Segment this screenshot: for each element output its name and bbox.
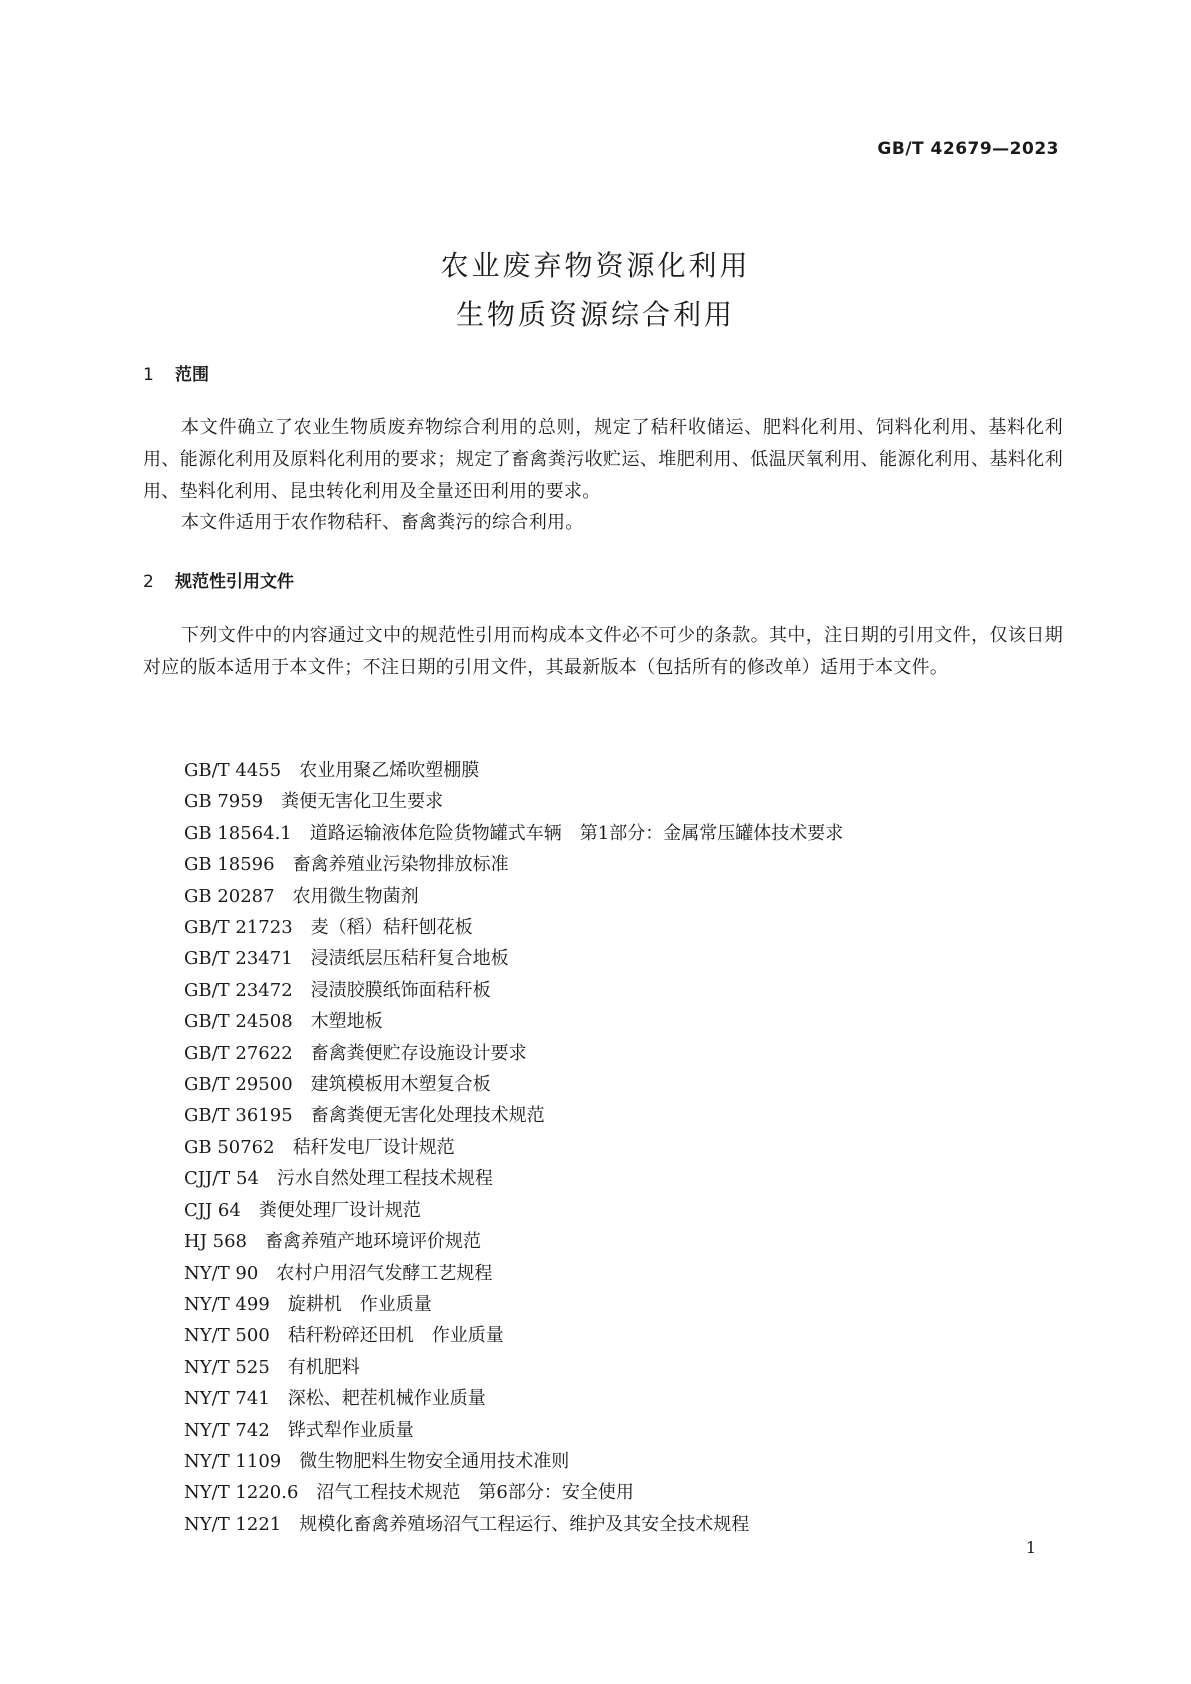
reference-item [184,1038,843,1069]
section-1-heading [143,360,209,385]
reference-title: 畜禽养殖业污染物排放标准 [292,854,509,876]
section-number: 1 [143,365,154,385]
reference-title: 木塑地板 [310,1011,383,1033]
reference-code: NY/T 525 [184,1356,270,1378]
reference-code: GB/T 4455 [184,760,282,781]
reference-title: 污水自然处理工程技术规程 [276,1168,493,1190]
reference-code: CJJ/T 54 [184,1168,259,1190]
reference-item [184,975,843,1006]
reference-item [184,1226,843,1257]
reference-item [184,1415,843,1446]
reference-title: 粪便处理厂设计规范 [258,1199,421,1221]
reference-code: GB/T 23471 [184,948,293,970]
reference-title: 粪便无害化卫生要求 [281,791,444,813]
reference-code: NY/T 1221 [184,1513,282,1535]
scope-paragraph-2: 本文件适用于农作物秸秆、畜禽粪污的综合利用。 [181,512,584,533]
reference-title: 畜禽粪便无害化处理技术规范 [310,1105,545,1127]
reference-item [184,1069,843,1100]
reference-item [184,786,843,817]
reference-item [184,1195,843,1226]
reference-item [184,1509,843,1540]
reference-code: NY/T 742 [184,1419,270,1441]
reference-code: GB 18596 [184,854,275,876]
section-title: 规范性引用文件 [175,572,294,592]
reference-item [184,1352,843,1383]
reference-item [184,1320,843,1351]
scope-paragraph-1: 本文件确立了农业生物质废弃物综合利用的总则，规定了秸秆收储运、肥料化利用、饲料化利用、基料化利用、能源化利用及原料化利用的要求；规定了畜禽粪污收贮运、堆肥利用、低温厌氧利用、能源化利用、基料化利用、垫料化利用、昆虫转化利用及全量还田利用的要求。 [143,417,1063,502]
reference-title: 秸秆发电厂设计规范 [292,1136,455,1158]
reference-code: GB/T 24508 [184,1011,293,1033]
reference-item [184,912,843,943]
reference-title: 畜禽养殖产地环境评价规范 [265,1231,481,1253]
reference-title: 深松、耙茬机械作业质量 [287,1388,486,1410]
reference-item [184,818,843,849]
reference-title: 道路运输液体危险货物罐式车辆 第1部分：金属常压罐体技术要求 [309,822,844,844]
reference-title: 农村户用沼气发酵工艺规程 [276,1262,493,1284]
reference-code: GB 20287 [184,885,275,907]
reference-code: GB/T 36195 [184,1105,293,1127]
references-intro: 下列文件中的内容通过文中的规范性引用而构成本文件必不可少的条款。其中，注日期的引用文件，仅该日期对应的版本适用于本文件；不注日期的引用文件，其最新版本（包括所有的修改单）适用于本文件。 [143,625,1063,678]
reference-title: 农用微生物菌剂 [292,885,419,907]
reference-item [184,1383,843,1414]
reference-code: GB 50762 [184,1136,275,1158]
reference-item [184,1100,843,1131]
reference-item [184,943,843,974]
reference-item [184,849,843,880]
reference-title: 铧式犁作业质量 [287,1419,414,1441]
reference-code: NY/T 499 [184,1293,270,1315]
reference-code: GB/T 23472 [184,979,293,1001]
reference-code: NY/T 741 [184,1388,270,1410]
title-line-1: 农业废弃物资源化利用 [440,249,751,282]
reference-title: 浸渍纸层压秸秆复合地板 [310,948,509,970]
reference-item [184,1163,843,1194]
standard-number: GB/T 42679—2023 [877,139,1059,159]
reference-title: 浸渍胶膜纸饰面秸秆板 [310,979,491,1001]
reference-title: 有机肥料 [287,1356,360,1378]
page-number: 1 [1025,1538,1036,1557]
reference-title: 畜禽粪便贮存设施设计要求 [310,1042,527,1064]
reference-code: GB/T 21723 [184,917,293,939]
reference-title: 旋耕机 作业质量 [287,1293,432,1315]
reference-item [184,1132,843,1163]
reference-code: GB/T 27622 [184,1042,293,1064]
reference-code: GB 7959 [184,791,264,813]
reference-item [184,1289,843,1320]
reference-code: GB/T 29500 [184,1074,293,1096]
reference-title: 农业用聚乙烯吹塑棚膜 [299,760,480,781]
reference-list [184,755,843,1540]
reference-code: NY/T 1109 [184,1450,282,1472]
reference-item [184,1258,843,1289]
reference-title: 秸秆粉碎还田机 作业质量 [287,1325,504,1347]
reference-item [184,755,843,786]
reference-title: 规模化畜禽养殖场沼气工程运行、维护及其安全技术规程 [299,1513,750,1535]
reference-code: NY/T 1220.6 [184,1482,299,1504]
reference-title: 麦（稻）秸秆刨花板 [310,917,473,939]
reference-item [184,881,843,912]
title-line-2: 生物质资源综合利用 [455,298,735,331]
reference-item [184,1477,843,1508]
reference-title: 微生物肥料生物安全通用技术准则 [299,1450,570,1472]
reference-code: NY/T 90 [184,1262,259,1284]
reference-item [184,1006,843,1037]
reference-code: NY/T 500 [184,1325,270,1347]
document-title [0,241,1191,339]
reference-code: CJJ 64 [184,1199,241,1221]
reference-title: 沼气工程技术规范 第6部分：安全使用 [316,1482,634,1504]
section-number: 2 [143,572,154,592]
section-title: 范围 [175,365,209,385]
reference-title: 建筑模板用木塑复合板 [310,1074,491,1096]
reference-code: HJ 568 [184,1231,247,1253]
reference-item [184,1446,843,1477]
section-2-heading [143,567,294,592]
reference-code: GB 18564.1 [184,822,292,844]
